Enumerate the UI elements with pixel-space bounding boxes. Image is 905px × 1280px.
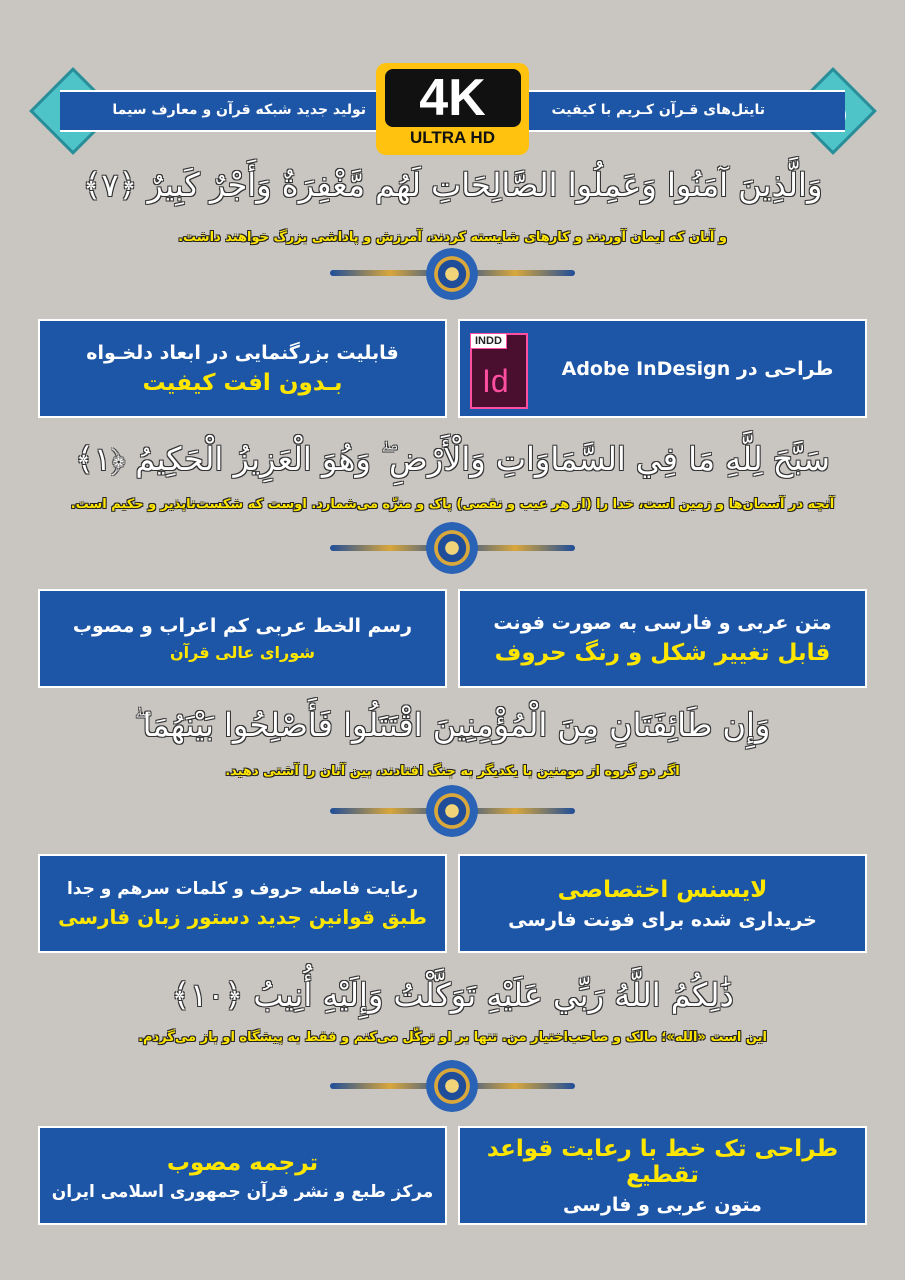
rosette-ornament-icon [426,248,478,300]
banner-right-text: تایتل‌های قـرآن کـریم با کیفیت [551,102,765,118]
badge-sub: ULTRA HD [410,128,495,147]
badge-main: 4K [385,69,521,127]
feature-box [458,1126,867,1225]
feature-text: متن عربی و فارسی به صورت فونت [493,611,832,634]
indesign-icon: INDD Id [470,333,528,409]
translation: آنچه در آسمان‌ها و زمین است، خدا را (از هر عیب و نقصی) پاک و منزّه می‌شمارد. اوست که شکست‌ناپذیر و حکیم است. [70,497,835,512]
feature-box [458,319,867,418]
feature-box [458,589,867,688]
feature-box [38,319,447,418]
feature-highlight: قابل تغییر شکل و رنگ حروف [494,639,831,666]
feature-text: متون عربی و فارسی [563,1193,762,1216]
verse: وَإِن طَائِفَتَانِ مِنَ الْمُؤْمِنِينَ اقْتَتَلُوا فَأَصْلِحُوا بَيْنَهُمَا ۖ [134,706,771,744]
feature-highlight: شورای عالی قرآن [170,643,315,662]
feature-box [38,1126,447,1225]
feature-highlight: طراحی تک خط با رعایت قواعد تقطیع [486,1135,839,1188]
translation: و آنان که ایمان آوردند و کارهای شایسته کردند، آمرزش و پاداشی بزرگ خواهند داشت. [178,230,727,245]
feature-highlight: طبق قوانین جدید دستور زبان فارسی [58,904,427,929]
feature-text: طراحی در Adobe InDesign [561,357,834,380]
rosette-ornament-icon [426,785,478,837]
verse: سَبَّحَ لِلَّهِ مَا فِي السَّمَاوَاتِ وَالْأَرْضِ ۖ وَهُوَ الْعَزِيزُ الْحَكِيمُ ﴿١﴾ [75,440,830,478]
translation: اگر دو گروه از مومنین با یکدیگر به جنگ افتادند، بین آنان را آشتی دهید. [225,764,680,779]
feature-box [458,854,867,953]
feature-highlight: بـدون افت کیفیت [142,369,343,396]
feature-text: مرکز طبع و نشر قرآن جمهوری اسلامی ایران [51,1181,434,1202]
feature-highlight: ترجمه مصوب [166,1149,319,1176]
feature-text: قابلیت بزرگنمایی در ابعاد دلخـواه [86,341,399,364]
verse: وَالَّذِينَ آمَنُوا وَعَمِلُوا الصَّالِحَاتِ لَهُم مَّغْفِرَةٌ وَأَجْرٌ كَبِيرٌ ﴿٧﴾ [82,166,823,204]
translation: این است «الله»؛ مالک و صاحب‌اختیار من. تنها بر او توکّل می‌کنم و فقط به پیشگاه او باز می‌گردم. [138,1030,767,1045]
rosette-ornament-icon [426,522,478,574]
feature-box [38,589,447,688]
feature-text: رسم الخط عربی کم اعراب و مصوب [72,615,413,637]
feature-highlight: لایسنس اختصاصی [557,876,768,903]
4k-badge [376,63,529,155]
feature-text: رعایت فاصله حروف و کلمات سرهم و جدا [66,878,419,899]
banner-left-text: تولید جدید شبکه قرآن و معارف سیما [112,102,366,118]
verse: ذَٰلِكُمُ اللَّهُ رَبِّي عَلَيْهِ تَوَكَّلْتُ وَإِلَيْهِ أُنِيبُ ﴿١٠﴾ [171,976,734,1014]
feature-box [38,854,447,953]
rosette-ornament-icon [426,1060,478,1112]
feature-text: خریداری شده برای فونت فارسی [508,908,817,931]
